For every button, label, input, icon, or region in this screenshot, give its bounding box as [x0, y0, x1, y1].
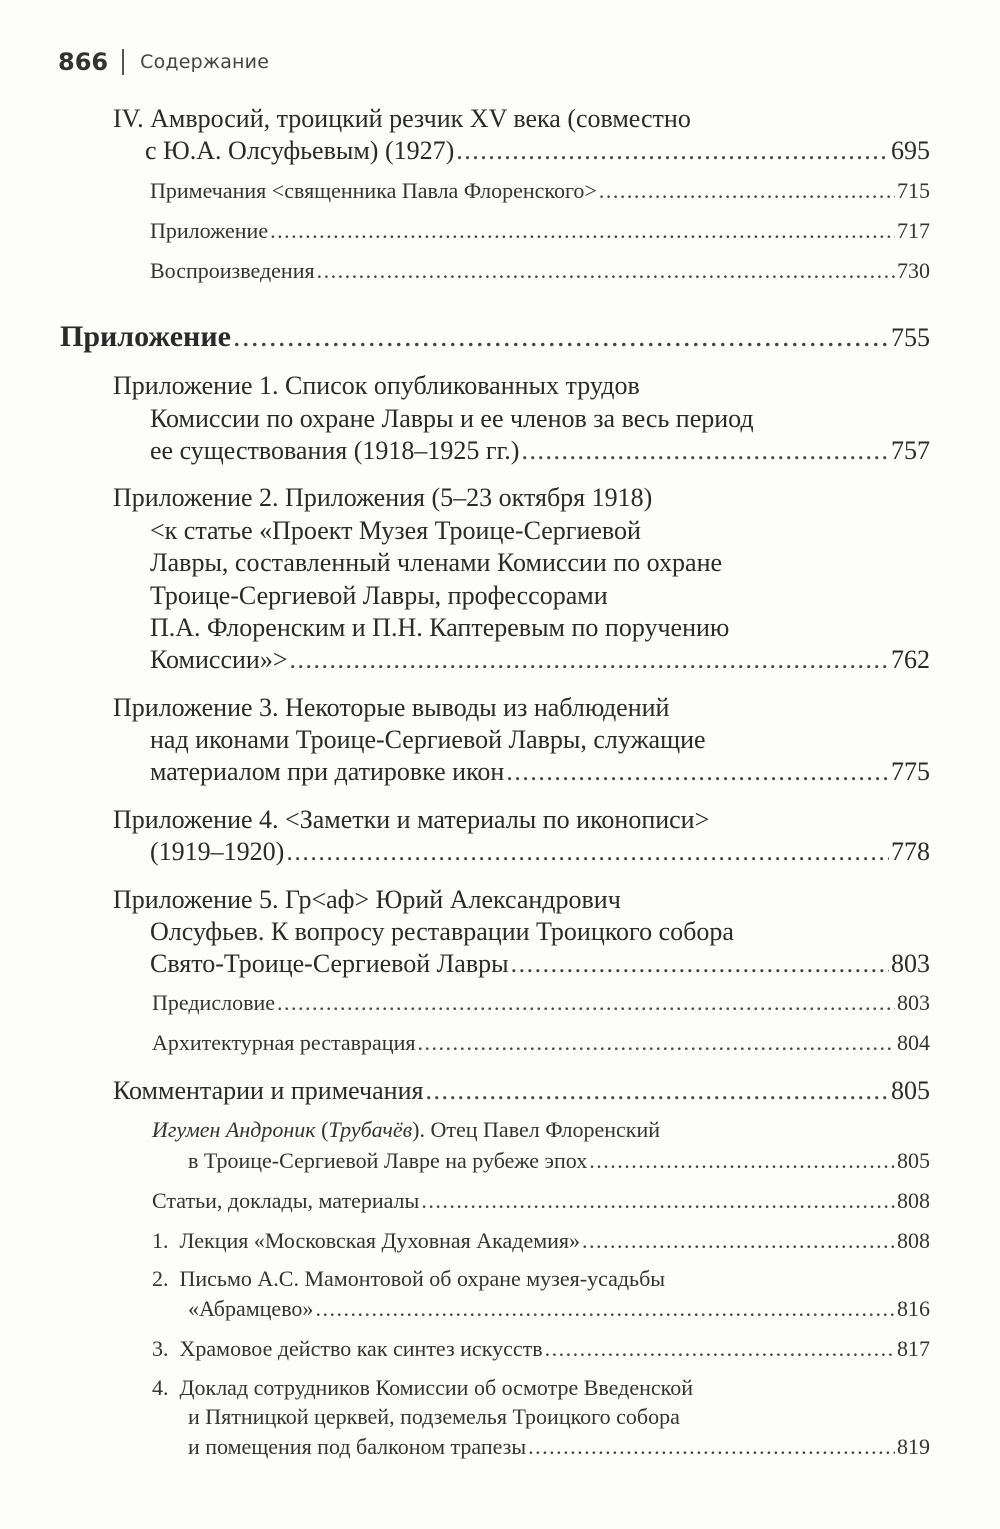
- toc-page-number: 817: [897, 1336, 930, 1361]
- toc-articles[interactable]: Статьи, доклады, материалы ..... 808: [152, 1188, 930, 1214]
- toc-item3[interactable]: 3. Храмовое действо как синтез искусств ..... 817: [152, 1336, 930, 1362]
- toc-iv-notes[interactable]: Примечания <священника Павла Флоренского> ..... 715: [150, 178, 930, 204]
- section-title: Содержание: [140, 51, 270, 73]
- toc-app2-line3[interactable]: Лавры, составленный членами Комиссии по охране: [150, 548, 723, 577]
- toc-page-number: 808: [897, 1228, 930, 1253]
- toc-app5-line3[interactable]: Свято-Троице-Сергиевой Лавры ..... 803: [150, 949, 930, 979]
- toc-page-number: 803: [897, 990, 930, 1015]
- toc-app3-line2[interactable]: над иконами Троице-Сергиевой Лавры, служащие: [150, 725, 706, 754]
- page-number: 866: [58, 48, 109, 76]
- toc-app2-line4[interactable]: Троице-Сергиевой Лавры, профессорами: [150, 581, 608, 610]
- toc-page-number: 803: [891, 949, 930, 978]
- toc-page-number: 816: [897, 1296, 930, 1321]
- toc-page-number: 715: [897, 178, 930, 203]
- toc-app1-line1[interactable]: Приложение 1. Список опубликованных трудов: [113, 371, 640, 400]
- toc-iv-line1[interactable]: IV. Амвросий, троицкий резчик XV века (совместно: [113, 104, 691, 133]
- toc-app2-line5[interactable]: П.А. Флоренским и П.Н. Каптеревым по поручению: [150, 613, 730, 642]
- toc-page-number: 804: [897, 1030, 930, 1055]
- toc-app2-line1[interactable]: Приложение 2. Приложения (5–23 октября 1918): [113, 483, 653, 512]
- toc-app3-line1[interactable]: Приложение 3. Некоторые выводы из наблюдений: [113, 693, 670, 722]
- toc-item2-line1[interactable]: 2. Письмо А.С. Мамонтовой об охране музея-усадьбы: [152, 1266, 666, 1291]
- toc-app2-line6[interactable]: Комиссии»> ..... 762: [150, 645, 930, 675]
- toc-app5-preface[interactable]: Предисловие ..... 803: [152, 990, 930, 1016]
- toc-iv-reproductions[interactable]: Воспроизведения ..... 730: [150, 258, 930, 284]
- toc-app4-line2[interactable]: (1919–1920) ..... 778: [150, 837, 930, 867]
- toc-page-number: 755: [891, 323, 930, 352]
- toc-page-number: 717: [897, 218, 930, 243]
- toc-item4-line2[interactable]: и Пятницкой церквей, подземелья Троицкого собора: [188, 1404, 680, 1429]
- toc-item1[interactable]: 1. Лекция «Московская Духовная Академия» ..... 808: [152, 1228, 930, 1254]
- toc-commentary[interactable]: Комментарии и примечания ..... 805: [113, 1076, 930, 1106]
- toc-item2-line2[interactable]: «Абрамцево» ..... 816: [188, 1296, 930, 1322]
- toc-iv-appendix[interactable]: Приложение ..... 717: [150, 218, 930, 244]
- toc-app1-line2[interactable]: Комиссии по охране Лавры и ее членов за весь период: [150, 404, 754, 433]
- toc-app3-line3[interactable]: материалом при датировке икон ..... 775: [150, 757, 930, 787]
- toc-page-number: 695: [891, 136, 930, 165]
- toc-item4-line3[interactable]: и помещения под балконом трапезы ..... 819: [188, 1434, 930, 1460]
- toc-app5-line2[interactable]: Олсуфьев. К вопросу реставрации Троицкого собора: [150, 917, 734, 946]
- toc-item4-line1[interactable]: 4. Доклад сотрудников Комиссии об осмотре Введенской: [152, 1375, 693, 1400]
- toc-app5-line1[interactable]: Приложение 5. Гр<аф> Юрий Александрович: [113, 885, 621, 914]
- toc-andronik-line1[interactable]: Игумен Андроник (Трубачёв). Отец Павел Флоренский: [152, 1117, 660, 1142]
- toc-app4-line1[interactable]: Приложение 4. <Заметки и материалы по иконописи>: [113, 805, 710, 834]
- toc-page-number: 805: [891, 1076, 930, 1105]
- toc-appendix-heading[interactable]: Приложение ..... 755: [60, 320, 930, 354]
- toc-page-number: 762: [891, 645, 930, 674]
- toc-page-number: 775: [891, 757, 930, 786]
- toc-page-number: 730: [897, 258, 930, 283]
- page-header: [58, 44, 269, 80]
- toc-app2-line2[interactable]: <к статье «Проект Музея Троице-Сергиевой: [150, 516, 641, 545]
- header-divider: [122, 49, 124, 75]
- toc-page-number: 757: [891, 436, 930, 465]
- toc-andronik-line2[interactable]: в Троице-Сергиевой Лавре на рубеже эпох ..... 805: [188, 1148, 930, 1174]
- toc-page-number: 808: [897, 1188, 930, 1213]
- toc-page-number: 819: [897, 1434, 930, 1459]
- toc-app1-line3[interactable]: ее существования (1918–1925 гг.) ..... 757: [150, 436, 930, 466]
- toc-page-number: 805: [897, 1148, 930, 1173]
- toc-app5-architecture[interactable]: Архитектурная реставрация ..... 804: [152, 1030, 930, 1056]
- toc-page-number: 778: [891, 837, 930, 866]
- toc-iv-line2[interactable]: с Ю.А. Олсуфьевым) (1927) ..... 695: [145, 136, 930, 166]
